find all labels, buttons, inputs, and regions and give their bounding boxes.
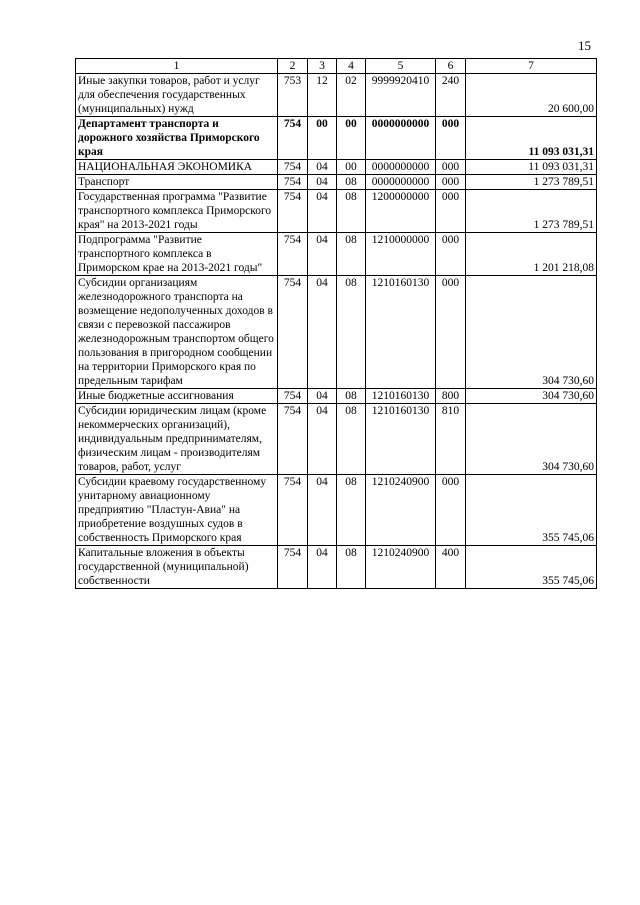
table-row: [76, 74, 597, 117]
table-row: [76, 404, 597, 475]
row-amount-cell: 20 600,00: [466, 74, 597, 117]
row-ministry-code-cell: 753: [278, 74, 308, 117]
row-subsection-code-cell: 08: [337, 546, 366, 589]
row-ministry-code-cell: 754: [278, 175, 308, 190]
table-row: [76, 160, 597, 175]
row-target-article-cell: 1210160130: [366, 404, 436, 475]
row-amount-cell: 355 745,06: [466, 546, 597, 589]
header-cell: 3: [308, 59, 337, 74]
row-name-cell: Департамент транспорта и дорожного хозяйства Приморского края: [76, 117, 278, 160]
row-target-article-cell: 1210160130: [366, 389, 436, 404]
row-subsection-code-cell: 08: [337, 233, 366, 276]
row-section-code-cell: 04: [308, 475, 337, 546]
row-target-article-cell: 1210160130: [366, 276, 436, 389]
row-ministry-code-cell: 754: [278, 389, 308, 404]
row-target-article-cell: 9999920410: [366, 74, 436, 117]
table-header-row: [76, 59, 597, 74]
row-expense-type-cell: 000: [436, 475, 466, 546]
row-expense-type-cell: 000: [436, 175, 466, 190]
table-row: [76, 276, 597, 389]
header-cell: 4: [337, 59, 366, 74]
row-amount-cell: 11 093 031,31: [466, 160, 597, 175]
table-row: [76, 233, 597, 276]
row-subsection-code-cell: 00: [337, 117, 366, 160]
row-expense-type-cell: 810: [436, 404, 466, 475]
row-section-code-cell: 04: [308, 175, 337, 190]
row-name-cell: Субсидии краевому государственному унитарному авиационному предприятию "Пластун-Авиа" на приобретение воздушных судов в собственность Приморского края: [76, 475, 278, 546]
header-cell: 2: [278, 59, 308, 74]
row-target-article-cell: 1210240900: [366, 475, 436, 546]
row-amount-cell: 304 730,60: [466, 404, 597, 475]
row-expense-type-cell: 000: [436, 190, 466, 233]
row-section-code-cell: 04: [308, 190, 337, 233]
row-section-code-cell: 04: [308, 233, 337, 276]
row-ministry-code-cell: 754: [278, 404, 308, 475]
row-name-cell: Субсидии юридическим лицам (кроме некоммерческих организаций), индивидуальным предпринимателям, физическим лицам - производителям товаров, работ, услуг: [76, 404, 278, 475]
table-row: [76, 546, 597, 589]
row-target-article-cell: 1210000000: [366, 233, 436, 276]
row-amount-cell: 304 730,60: [466, 276, 597, 389]
row-section-code-cell: 04: [308, 404, 337, 475]
row-amount-cell: 355 745,06: [466, 475, 597, 546]
row-section-code-cell: 04: [308, 546, 337, 589]
row-amount-cell: 1 201 218,08: [466, 233, 597, 276]
table-body: [76, 74, 597, 589]
row-amount-cell: 1 273 789,51: [466, 190, 597, 233]
row-name-cell: Субсидии организациям железнодорожного транспорта на возмещение недополученных доходов в связи с перевозкой пассажиров железнодорожным транспортом общего пользования в пригородном сообщении на территории Приморского края по предельным тарифам: [76, 276, 278, 389]
row-target-article-cell: 1210240900: [366, 546, 436, 589]
table-row: [76, 389, 597, 404]
table-row: [76, 175, 597, 190]
row-name-cell: Подпрограмма "Развитие транспортного комплекса в Приморском крае на 2013-2021 годы": [76, 233, 278, 276]
row-name-cell: Транспорт: [76, 175, 278, 190]
row-expense-type-cell: 400: [436, 546, 466, 589]
row-amount-cell: 11 093 031,31: [466, 117, 597, 160]
row-expense-type-cell: 000: [436, 233, 466, 276]
row-ministry-code-cell: 754: [278, 117, 308, 160]
row-expense-type-cell: 240: [436, 74, 466, 117]
row-subsection-code-cell: 08: [337, 276, 366, 389]
row-target-article-cell: 0000000000: [366, 160, 436, 175]
row-ministry-code-cell: 754: [278, 546, 308, 589]
row-subsection-code-cell: 08: [337, 404, 366, 475]
row-section-code-cell: 04: [308, 160, 337, 175]
row-subsection-code-cell: 02: [337, 74, 366, 117]
row-subsection-code-cell: 00: [337, 160, 366, 175]
row-subsection-code-cell: 08: [337, 475, 366, 546]
row-name-cell: НАЦИОНАЛЬНАЯ ЭКОНОМИКА: [76, 160, 278, 175]
row-expense-type-cell: 000: [436, 160, 466, 175]
row-amount-cell: 304 730,60: [466, 389, 597, 404]
row-name-cell: Государственная программа "Развитие транспортного комплекса Приморского края" на 2013-2021 годы: [76, 190, 278, 233]
table-row: [76, 475, 597, 546]
row-ministry-code-cell: 754: [278, 190, 308, 233]
row-expense-type-cell: 000: [436, 117, 466, 160]
row-target-article-cell: 0000000000: [366, 175, 436, 190]
row-ministry-code-cell: 754: [278, 276, 308, 389]
row-target-article-cell: 1200000000: [366, 190, 436, 233]
row-name-cell: Иные закупки товаров, работ и услуг для обеспечения государственных (муниципальных) нужд: [76, 74, 278, 117]
row-subsection-code-cell: 08: [337, 389, 366, 404]
row-subsection-code-cell: 08: [337, 190, 366, 233]
row-ministry-code-cell: 754: [278, 233, 308, 276]
row-section-code-cell: 04: [308, 276, 337, 389]
row-target-article-cell: 0000000000: [366, 117, 436, 160]
row-section-code-cell: 00: [308, 117, 337, 160]
row-section-code-cell: 04: [308, 389, 337, 404]
header-cell: 7: [466, 59, 597, 74]
row-amount-cell: 1 273 789,51: [466, 175, 597, 190]
row-name-cell: Иные бюджетные ассигнования: [76, 389, 278, 404]
row-subsection-code-cell: 08: [337, 175, 366, 190]
page-number: 15: [578, 38, 591, 53]
header-cell: 6: [436, 59, 466, 74]
row-expense-type-cell: 800: [436, 389, 466, 404]
row-ministry-code-cell: 754: [278, 475, 308, 546]
header-cell: 5: [366, 59, 436, 74]
row-expense-type-cell: 000: [436, 276, 466, 389]
table-row: [76, 190, 597, 233]
row-section-code-cell: 12: [308, 74, 337, 117]
row-name-cell: Капитальные вложения в объекты государственной (муниципальной) собственности: [76, 546, 278, 589]
budget-table: [75, 58, 597, 589]
header-cell: 1: [76, 59, 278, 74]
table-row: [76, 117, 597, 160]
row-ministry-code-cell: 754: [278, 160, 308, 175]
